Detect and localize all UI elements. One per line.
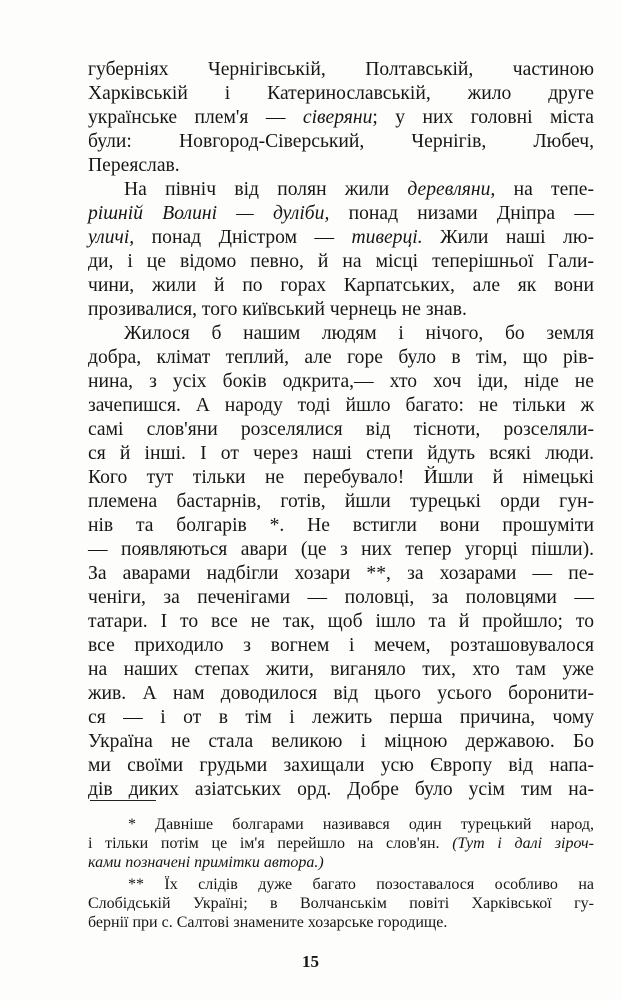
footnote-line: і тільки потім це ім'я перейшло на слов'ян. (Тут і далі зіроч- <box>88 835 594 852</box>
text-line: добра, клімат теплий, але горе було в тім, що рів- <box>88 347 594 368</box>
text-line: ся й інші. І от через наші степи йдуть всякі люди. <box>88 443 594 464</box>
text-line: нів та болгарів *. Не встигли вони прошуміти <box>88 515 594 536</box>
footnote-line: ками позначені примітки автора.) <box>88 854 324 871</box>
text-line: уличі, понад Дністром — тиверці. Жили наші лю- <box>88 227 594 248</box>
text-line: чини, жили й по горах Карпатських, але як вони <box>88 275 594 296</box>
text-line: ми своїми грудьми захищали усю Європу від напа- <box>88 755 594 776</box>
text-line: На північ від полян жили деревляни, на тепе- <box>124 179 594 200</box>
text-line: дів диких азіатських орд. Добре було усім тим на- <box>88 779 594 800</box>
text-line: самі слов'яни розселялися від тісноти, розселяли- <box>88 419 594 440</box>
footnote-line: ** Їх слідів дуже багато позоставалося особливо на <box>128 876 594 893</box>
text-line: ченіги, за печенігами — половці, за половцями — <box>88 587 594 608</box>
text-line: Кого тут тільки не перебувало! Йшли й німецькі <box>88 467 594 488</box>
text-line: все приходило з вогнем і мечем, розташовувалося <box>88 635 594 656</box>
text-line: За аварами надбігли хозари **, за хозарами — пе- <box>88 563 594 584</box>
text-line: ди, і це відомо певно, й на місці теперішньої Гали- <box>88 251 594 272</box>
text-line: племена бастарнів, готів, йшли турецькі орди гун- <box>88 491 594 512</box>
text-line: зачепишся. А народу тоді йшло багато: не тільки ж <box>88 395 594 416</box>
text-line: — появляються авари (це з них тепер угорці пішли). <box>88 539 594 560</box>
text-line: Жилося б нашим людям і нічого, бо земля <box>124 323 594 344</box>
text-line: ся — і от в тім і лежить перша причина, чому <box>88 707 594 728</box>
text-line: Харківській і Катеринославській, жило друге <box>88 83 594 104</box>
footnote-line: * Давніше болгарами називався один турецький народ, <box>128 816 594 833</box>
footnote-line: бернії при с. Салтові знамените хозарське городище. <box>88 914 448 931</box>
text-line: рішній Волині — дуліби, понад низами Дніпра — <box>88 203 594 224</box>
text-line: прозивалися, того київський чернець не знав. <box>88 299 467 320</box>
footnote-line: Слобідській Україні; в Волчанськім повіті Харківської гу- <box>88 895 594 912</box>
text-line: були: Новгород-Сіверський, Чернігів, Любеч, <box>88 131 594 152</box>
text-line: губерніях Чернігівській, Полтавській, частиною <box>88 59 594 80</box>
text-line: Україна не стала великою і міцною державою. Бо <box>88 731 594 752</box>
text-line: нина, з усіх боків одкрита,— хто хоч іди, ніде не <box>88 371 594 392</box>
footnote-divider <box>90 800 156 801</box>
text-line: жив. А нам доводилося від цього усього боронити- <box>88 683 594 704</box>
text-line: на наших степах жити, виганяло тих, хто там уже <box>88 659 594 680</box>
text-line: українське плем'я — сіверяни; у них головні міста <box>88 107 595 128</box>
text-line: Переяслав. <box>88 155 180 176</box>
page-number: 15 <box>302 952 319 971</box>
text-line: татари. І то все не так, щоб ішло та й пройшло; то <box>88 611 594 632</box>
